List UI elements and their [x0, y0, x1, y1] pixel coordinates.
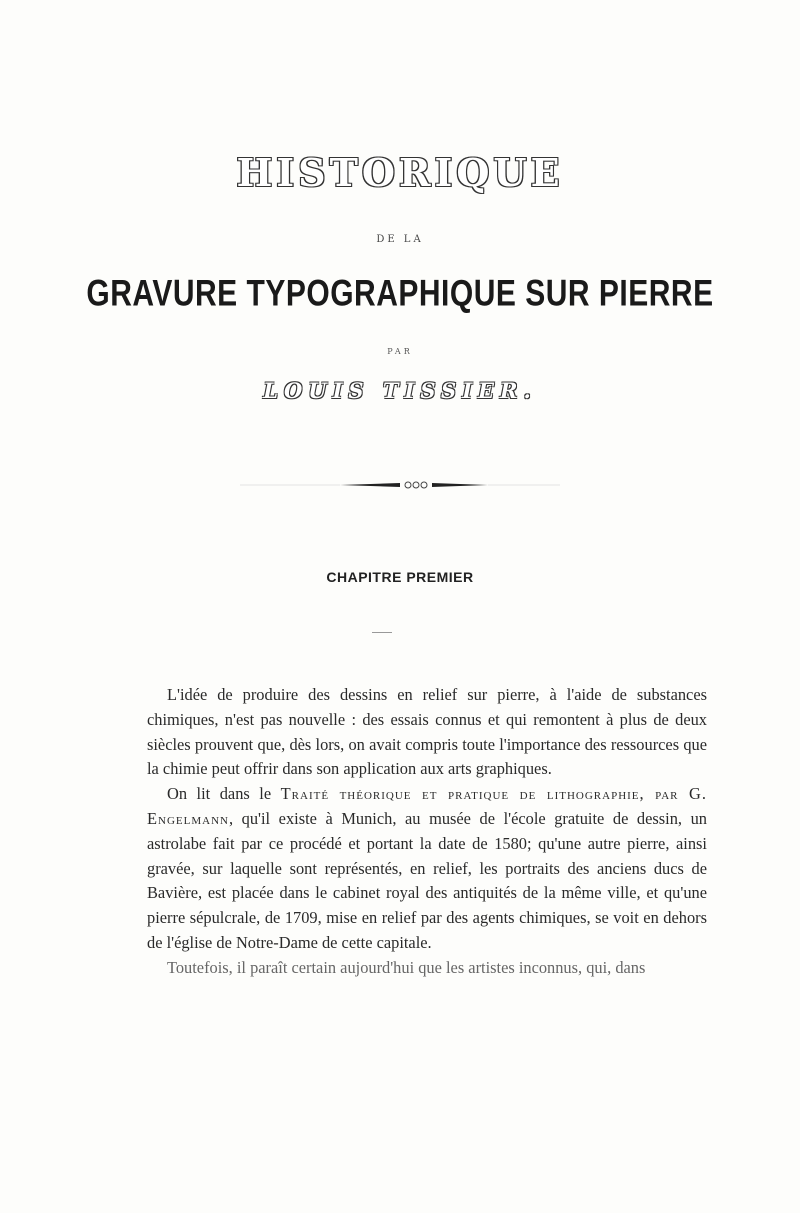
chapter-rule — [372, 632, 392, 633]
paragraph-1: L'idée de produire des dessins en relief sur pierre, à l'aide de substances chimiques, n'est pas nouvelle : des essais connus et qui remontent à plus de deux siècles prouvent que, dès lors, on avait compris toute l'importance des ressources que la chimie peut offrir dans son application aux arts graphiques. — [147, 685, 707, 779]
paragraph-2 — [147, 782, 707, 956]
chapter-heading: CHAPITRE PREMIER — [326, 569, 474, 585]
paragraph-2-rest: , qu'il existe à Munich, au musée de l'école gratuite de dessin, un astrolabe fait par ce procédé et portant la date de 1580; qu'une autre pierre, ainsi gravée, sur laquelle sont représentés, en relief, les portraits des anciens ducs de Bavière, est placée dans le cabinet royal des antiquités de la même ville, et qu'une pierre sépulcrale, de 1709, mise en relief par des agents chimiques, se voit en dehors de l'église de Notre-Dame de cette capitale. — [147, 808, 707, 952]
body-text — [147, 683, 707, 981]
author-name: LOUIS TISSIER. — [263, 378, 537, 403]
main-title: GRAVURE TYPOGRAPHIQUE SUR PIERRE — [86, 273, 714, 315]
title-historique: HISTORIQUE — [236, 150, 564, 195]
subtitle-connector: DE LA — [376, 234, 424, 245]
paragraph-2-start: On lit dans le — [167, 784, 281, 804]
by-label: PAR — [387, 347, 413, 356]
ornament-divider — [240, 478, 560, 492]
paragraph-3: Toutefois, il paraît certain aujourd'hui que les artistes inconnus, qui, dans — [167, 957, 646, 977]
paragraph-2-reference: Traité théorique et pratique de lithographie, par G. Engelmann — [147, 784, 707, 828]
